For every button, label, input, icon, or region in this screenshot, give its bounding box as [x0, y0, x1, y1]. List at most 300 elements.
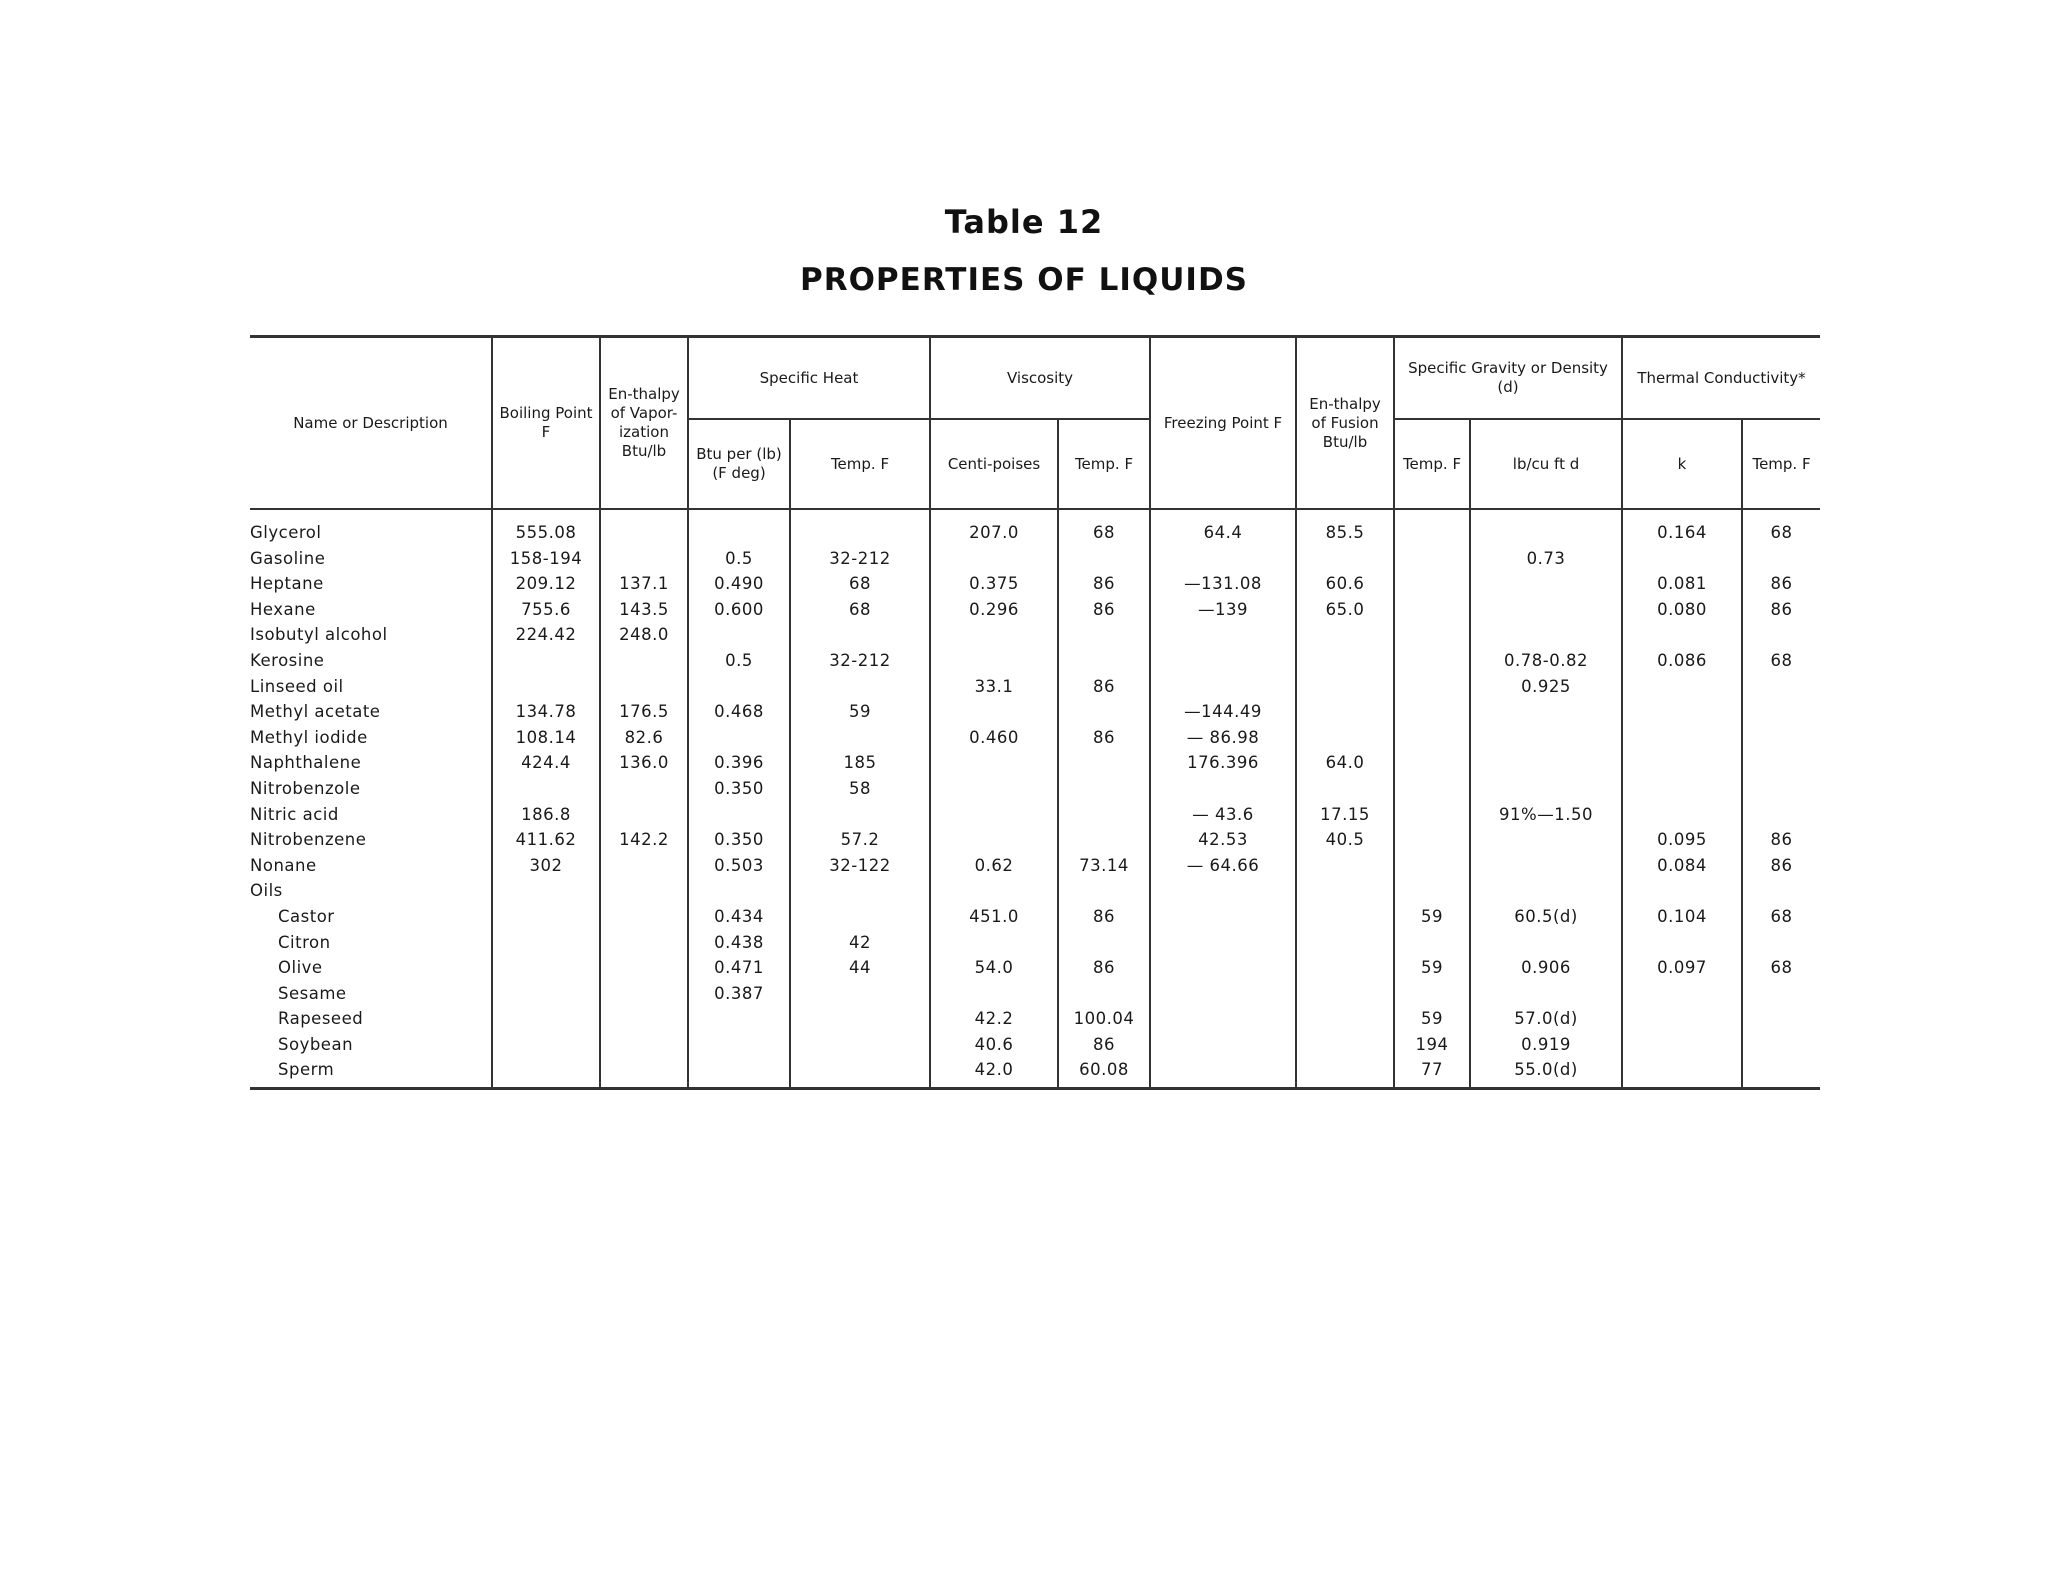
- cell-sg-temp: 59: [1394, 955, 1470, 981]
- cell-sh-temp: [790, 1057, 930, 1088]
- cell-enthalpy-vap: [600, 904, 688, 930]
- header-sh-temp: Temp. F: [790, 419, 930, 509]
- cell-sh-temp: [790, 981, 930, 1007]
- cell-tc-temp: [1742, 622, 1820, 648]
- cell-name: Glycerol: [250, 520, 492, 546]
- cell-visc-temp: [1058, 776, 1150, 802]
- cell-thermal-k: [1622, 878, 1742, 904]
- cell-thermal-k: [1622, 699, 1742, 725]
- cell-sg-temp: [1394, 520, 1470, 546]
- cell-boiling-point: [492, 878, 600, 904]
- cell-enthalpy-fusion: [1296, 622, 1394, 648]
- cell-viscosity: 0.375: [930, 571, 1058, 597]
- header-enthalpy-vaporization: En-thalpy of Vapor-ization Btu/lb: [600, 337, 688, 510]
- cell-specific-gravity: 0.925: [1470, 674, 1622, 700]
- cell-sh-temp: [790, 1032, 930, 1058]
- table-title: PROPERTIES OF LIQUIDS: [799, 262, 1249, 298]
- cell-freezing-point: — 43.6: [1150, 802, 1296, 828]
- cell-freezing-point: [1150, 981, 1296, 1007]
- cell-visc-temp: [1058, 878, 1150, 904]
- cell-enthalpy-fusion: [1296, 1032, 1394, 1058]
- cell-freezing-point: [1150, 546, 1296, 572]
- cell-freezing-point: —144.49: [1150, 699, 1296, 725]
- cell-thermal-k: 0.081: [1622, 571, 1742, 597]
- cell-thermal-k: [1622, 622, 1742, 648]
- cell-boiling-point: [492, 674, 600, 700]
- cell-sg-temp: [1394, 981, 1470, 1007]
- cell-thermal-k: [1622, 802, 1742, 828]
- cell-freezing-point: [1150, 878, 1296, 904]
- cell-viscosity: [930, 878, 1058, 904]
- cell-enthalpy-vap: 136.0: [600, 750, 688, 776]
- cell-boiling-point: 158-194: [492, 546, 600, 572]
- cell-name: Citron: [250, 930, 492, 956]
- cell-thermal-k: [1622, 725, 1742, 751]
- header-tc-k: k: [1622, 419, 1742, 509]
- cell-specific-gravity: 0.906: [1470, 955, 1622, 981]
- cell-tc-temp: 68: [1742, 648, 1820, 674]
- cell-enthalpy-fusion: [1296, 853, 1394, 879]
- header-viscosity: Viscosity: [930, 337, 1150, 420]
- cell-visc-temp: [1058, 648, 1150, 674]
- cell-boiling-point: 134.78: [492, 699, 600, 725]
- cell-visc-temp: 86: [1058, 904, 1150, 930]
- cell-specific-gravity: [1470, 981, 1622, 1007]
- cell-boiling-point: [492, 904, 600, 930]
- cell-tc-temp: [1742, 802, 1820, 828]
- cell-enthalpy-vap: [600, 981, 688, 1007]
- cell-specific-gravity: 91%—1.50: [1470, 802, 1622, 828]
- cell-freezing-point: 176.396: [1150, 750, 1296, 776]
- cell-enthalpy-fusion: [1296, 776, 1394, 802]
- cell-name: Sperm: [250, 1057, 492, 1088]
- cell-specific-heat: 0.503: [688, 853, 790, 879]
- cell-enthalpy-vap: [600, 546, 688, 572]
- cell-enthalpy-fusion: [1296, 648, 1394, 674]
- cell-enthalpy-fusion: [1296, 878, 1394, 904]
- cell-specific-heat: 0.5: [688, 546, 790, 572]
- cell-name: Isobutyl alcohol: [250, 622, 492, 648]
- cell-specific-heat: 0.490: [688, 571, 790, 597]
- cell-thermal-k: [1622, 981, 1742, 1007]
- cell-viscosity: 42.0: [930, 1057, 1058, 1088]
- cell-enthalpy-fusion: [1296, 955, 1394, 981]
- cell-specific-heat: [688, 1006, 790, 1032]
- cell-freezing-point: [1150, 904, 1296, 930]
- cell-freezing-point: — 64.66: [1150, 853, 1296, 879]
- cell-tc-temp: [1742, 674, 1820, 700]
- cell-viscosity: [930, 546, 1058, 572]
- cell-sh-temp: [790, 674, 930, 700]
- cell-enthalpy-vap: [600, 1032, 688, 1058]
- cell-name: Castor: [250, 904, 492, 930]
- table-row: [250, 853, 1820, 879]
- cell-viscosity: [930, 622, 1058, 648]
- cell-sg-temp: 194: [1394, 1032, 1470, 1058]
- cell-tc-temp: [1742, 930, 1820, 956]
- cell-boiling-point: [492, 981, 600, 1007]
- cell-specific-gravity: [1470, 725, 1622, 751]
- cell-specific-heat: [688, 674, 790, 700]
- cell-specific-gravity: 57.0(d): [1470, 1006, 1622, 1032]
- cell-sh-temp: 42: [790, 930, 930, 956]
- cell-tc-temp: 68: [1742, 904, 1820, 930]
- cell-tc-temp: [1742, 981, 1820, 1007]
- cell-specific-gravity: 0.73: [1470, 546, 1622, 572]
- cell-tc-temp: [1742, 776, 1820, 802]
- cell-enthalpy-fusion: 17.15: [1296, 802, 1394, 828]
- cell-name: Olive: [250, 955, 492, 981]
- cell-enthalpy-vap: 176.5: [600, 699, 688, 725]
- cell-thermal-k: [1622, 546, 1742, 572]
- table-row: [250, 1057, 1820, 1088]
- cell-sg-temp: [1394, 878, 1470, 904]
- cell-specific-gravity: 55.0(d): [1470, 1057, 1622, 1088]
- table-row: [250, 699, 1820, 725]
- cell-sg-temp: [1394, 725, 1470, 751]
- cell-tc-temp: [1742, 699, 1820, 725]
- cell-name: Methyl iodide: [250, 725, 492, 751]
- cell-thermal-k: 0.080: [1622, 597, 1742, 623]
- cell-enthalpy-fusion: [1296, 546, 1394, 572]
- cell-specific-heat: [688, 1057, 790, 1088]
- cell-enthalpy-vap: [600, 1006, 688, 1032]
- header-thermal-conductivity: Thermal Conductivity*: [1622, 337, 1820, 420]
- cell-viscosity: [930, 930, 1058, 956]
- cell-sh-temp: 32-212: [790, 546, 930, 572]
- cell-viscosity: [930, 827, 1058, 853]
- cell-viscosity: 40.6: [930, 1032, 1058, 1058]
- cell-tc-temp: [1742, 1057, 1820, 1088]
- cell-sh-temp: [790, 1006, 930, 1032]
- cell-visc-temp: [1058, 622, 1150, 648]
- table-row: [250, 750, 1820, 776]
- cell-thermal-k: [1622, 1057, 1742, 1088]
- cell-specific-gravity: [1470, 750, 1622, 776]
- cell-enthalpy-fusion: 65.0: [1296, 597, 1394, 623]
- cell-thermal-k: [1622, 1006, 1742, 1032]
- cell-tc-temp: [1742, 546, 1820, 572]
- cell-viscosity: [930, 981, 1058, 1007]
- header-name: Name or Description: [250, 337, 492, 510]
- cell-freezing-point: [1150, 622, 1296, 648]
- cell-boiling-point: 755.6: [492, 597, 600, 623]
- cell-enthalpy-vap: [600, 674, 688, 700]
- cell-name: Sesame: [250, 981, 492, 1007]
- table-body: [250, 509, 1820, 1089]
- cell-sh-temp: [790, 622, 930, 648]
- cell-enthalpy-fusion: 60.6: [1296, 571, 1394, 597]
- cell-specific-heat: 0.387: [688, 981, 790, 1007]
- cell-enthalpy-fusion: [1296, 699, 1394, 725]
- cell-thermal-k: 0.164: [1622, 520, 1742, 546]
- header-specific-gravity: Specific Gravity or Density (d): [1394, 337, 1622, 420]
- cell-freezing-point: 64.4: [1150, 520, 1296, 546]
- cell-specific-gravity: [1470, 520, 1622, 546]
- cell-sg-temp: [1394, 648, 1470, 674]
- cell-tc-temp: [1742, 750, 1820, 776]
- cell-enthalpy-fusion: [1296, 981, 1394, 1007]
- cell-name: Methyl acetate: [250, 699, 492, 725]
- cell-visc-temp: [1058, 802, 1150, 828]
- cell-sg-temp: [1394, 699, 1470, 725]
- cell-thermal-k: 0.095: [1622, 827, 1742, 853]
- cell-specific-gravity: 0.78-0.82: [1470, 648, 1622, 674]
- table-row: [250, 546, 1820, 572]
- cell-enthalpy-fusion: 85.5: [1296, 520, 1394, 546]
- cell-sg-temp: 77: [1394, 1057, 1470, 1088]
- table-number: Table 12: [944, 203, 1104, 241]
- cell-specific-gravity: [1470, 776, 1622, 802]
- cell-tc-temp: 86: [1742, 571, 1820, 597]
- cell-specific-gravity: [1470, 571, 1622, 597]
- cell-sh-temp: 68: [790, 597, 930, 623]
- cell-specific-gravity: [1470, 878, 1622, 904]
- cell-tc-temp: [1742, 1006, 1820, 1032]
- cell-name: Oils: [250, 878, 492, 904]
- cell-viscosity: [930, 648, 1058, 674]
- table-row: [250, 827, 1820, 853]
- cell-freezing-point: [1150, 930, 1296, 956]
- cell-specific-gravity: [1470, 622, 1622, 648]
- cell-name: Gasoline: [250, 546, 492, 572]
- cell-sh-temp: 57.2: [790, 827, 930, 853]
- cell-sg-temp: [1394, 853, 1470, 879]
- table-row: [250, 955, 1820, 981]
- cell-thermal-k: 0.084: [1622, 853, 1742, 879]
- cell-freezing-point: —131.08: [1150, 571, 1296, 597]
- cell-sg-temp: [1394, 597, 1470, 623]
- header-sg-lb-cu-ft: lb/cu ft d: [1470, 419, 1622, 509]
- cell-thermal-k: 0.104: [1622, 904, 1742, 930]
- cell-visc-temp: 73.14: [1058, 853, 1150, 879]
- cell-freezing-point: [1150, 674, 1296, 700]
- cell-viscosity: 451.0: [930, 904, 1058, 930]
- table-row: [250, 1006, 1820, 1032]
- cell-specific-gravity: [1470, 827, 1622, 853]
- cell-specific-gravity: [1470, 853, 1622, 879]
- table-row: [250, 520, 1820, 546]
- cell-specific-heat: 0.471: [688, 955, 790, 981]
- cell-tc-temp: [1742, 878, 1820, 904]
- cell-viscosity: 42.2: [930, 1006, 1058, 1032]
- cell-specific-heat: 0.468: [688, 699, 790, 725]
- cell-visc-temp: [1058, 699, 1150, 725]
- cell-sh-temp: 44: [790, 955, 930, 981]
- header-enthalpy-fusion: En-thalpy of Fusion Btu/lb: [1296, 337, 1394, 510]
- cell-boiling-point: [492, 930, 600, 956]
- cell-enthalpy-vap: 137.1: [600, 571, 688, 597]
- cell-tc-temp: 86: [1742, 827, 1820, 853]
- table-row: [250, 904, 1820, 930]
- table-row: [250, 930, 1820, 956]
- cell-visc-temp: 86: [1058, 597, 1150, 623]
- cell-sh-temp: 32-122: [790, 853, 930, 879]
- cell-visc-temp: [1058, 827, 1150, 853]
- cell-viscosity: 0.460: [930, 725, 1058, 751]
- cell-specific-heat: [688, 520, 790, 546]
- table-row: [250, 981, 1820, 1007]
- cell-specific-gravity: [1470, 597, 1622, 623]
- cell-enthalpy-vap: [600, 853, 688, 879]
- cell-boiling-point: 555.08: [492, 520, 600, 546]
- body-spacer-row: [250, 509, 1820, 520]
- cell-specific-heat: 0.350: [688, 827, 790, 853]
- cell-enthalpy-fusion: [1296, 904, 1394, 930]
- cell-specific-heat: [688, 622, 790, 648]
- cell-sg-temp: [1394, 827, 1470, 853]
- cell-sh-temp: 185: [790, 750, 930, 776]
- cell-sh-temp: [790, 878, 930, 904]
- cell-tc-temp: [1742, 1032, 1820, 1058]
- cell-enthalpy-vap: 82.6: [600, 725, 688, 751]
- cell-sg-temp: [1394, 622, 1470, 648]
- cell-boiling-point: 108.14: [492, 725, 600, 751]
- cell-freezing-point: —139: [1150, 597, 1296, 623]
- cell-visc-temp: [1058, 930, 1150, 956]
- cell-name: Soybean: [250, 1032, 492, 1058]
- cell-enthalpy-fusion: [1296, 930, 1394, 956]
- cell-visc-temp: 60.08: [1058, 1057, 1150, 1088]
- cell-viscosity: 207.0: [930, 520, 1058, 546]
- cell-specific-heat: [688, 725, 790, 751]
- cell-boiling-point: 209.12: [492, 571, 600, 597]
- cell-freezing-point: [1150, 648, 1296, 674]
- cell-thermal-k: [1622, 1032, 1742, 1058]
- cell-enthalpy-vap: 248.0: [600, 622, 688, 648]
- cell-enthalpy-vap: [600, 955, 688, 981]
- cell-name: Naphthalene: [250, 750, 492, 776]
- cell-visc-temp: 86: [1058, 1032, 1150, 1058]
- cell-tc-temp: 86: [1742, 853, 1820, 879]
- header-visc-centipoises: Centi-poises: [930, 419, 1058, 509]
- cell-viscosity: 33.1: [930, 674, 1058, 700]
- cell-thermal-k: 0.097: [1622, 955, 1742, 981]
- cell-sg-temp: 59: [1394, 904, 1470, 930]
- cell-visc-temp: 86: [1058, 571, 1150, 597]
- table-row: [250, 571, 1820, 597]
- cell-enthalpy-vap: [600, 648, 688, 674]
- cell-freezing-point: [1150, 955, 1296, 981]
- cell-enthalpy-fusion: [1296, 674, 1394, 700]
- cell-specific-heat: 0.396: [688, 750, 790, 776]
- table-row: [250, 648, 1820, 674]
- cell-enthalpy-vap: [600, 930, 688, 956]
- cell-visc-temp: 100.04: [1058, 1006, 1150, 1032]
- cell-sh-temp: [790, 520, 930, 546]
- cell-tc-temp: 68: [1742, 955, 1820, 981]
- cell-enthalpy-fusion: 40.5: [1296, 827, 1394, 853]
- cell-visc-temp: [1058, 981, 1150, 1007]
- cell-thermal-k: [1622, 750, 1742, 776]
- cell-viscosity: 0.62: [930, 853, 1058, 879]
- cell-sh-temp: [790, 725, 930, 751]
- cell-boiling-point: [492, 1057, 600, 1088]
- cell-specific-heat: 0.434: [688, 904, 790, 930]
- cell-specific-heat: [688, 878, 790, 904]
- cell-name: Linseed oil: [250, 674, 492, 700]
- cell-enthalpy-fusion: [1296, 725, 1394, 751]
- cell-specific-heat: 0.438: [688, 930, 790, 956]
- cell-specific-gravity: [1470, 699, 1622, 725]
- cell-boiling-point: [492, 1032, 600, 1058]
- cell-sh-temp: 68: [790, 571, 930, 597]
- cell-boiling-point: [492, 776, 600, 802]
- cell-visc-temp: 68: [1058, 520, 1150, 546]
- cell-freezing-point: [1150, 776, 1296, 802]
- cell-boiling-point: 424.4: [492, 750, 600, 776]
- cell-visc-temp: [1058, 750, 1150, 776]
- cell-enthalpy-vap: [600, 1057, 688, 1088]
- cell-freezing-point: [1150, 1006, 1296, 1032]
- cell-viscosity: 0.296: [930, 597, 1058, 623]
- cell-viscosity: 54.0: [930, 955, 1058, 981]
- cell-name: Rapeseed: [250, 1006, 492, 1032]
- header-sg-temp: Temp. F: [1394, 419, 1470, 509]
- cell-boiling-point: 302: [492, 853, 600, 879]
- cell-freezing-point: 42.53: [1150, 827, 1296, 853]
- cell-sh-temp: [790, 802, 930, 828]
- table-row: [250, 878, 1820, 904]
- cell-sh-temp: [790, 904, 930, 930]
- cell-visc-temp: [1058, 546, 1150, 572]
- cell-thermal-k: [1622, 674, 1742, 700]
- cell-tc-temp: 68: [1742, 520, 1820, 546]
- header-tc-temp: Temp. F: [1742, 419, 1820, 509]
- cell-name: Hexane: [250, 597, 492, 623]
- table-row: [250, 802, 1820, 828]
- cell-thermal-k: 0.086: [1622, 648, 1742, 674]
- cell-visc-temp: 86: [1058, 955, 1150, 981]
- cell-specific-heat: [688, 802, 790, 828]
- cell-sh-temp: 59: [790, 699, 930, 725]
- table-row: [250, 776, 1820, 802]
- cell-freezing-point: [1150, 1032, 1296, 1058]
- cell-enthalpy-fusion: 64.0: [1296, 750, 1394, 776]
- cell-specific-gravity: 0.919: [1470, 1032, 1622, 1058]
- cell-sh-temp: 32-212: [790, 648, 930, 674]
- cell-sg-temp: [1394, 674, 1470, 700]
- table-row: [250, 674, 1820, 700]
- cell-sg-temp: [1394, 546, 1470, 572]
- cell-name: Nitric acid: [250, 802, 492, 828]
- cell-freezing-point: — 86.98: [1150, 725, 1296, 751]
- cell-specific-heat: 0.5: [688, 648, 790, 674]
- cell-enthalpy-vap: [600, 878, 688, 904]
- cell-viscosity: [930, 750, 1058, 776]
- cell-sg-temp: 59: [1394, 1006, 1470, 1032]
- header-specific-heat: Specific Heat: [688, 337, 930, 420]
- cell-freezing-point: [1150, 1057, 1296, 1088]
- cell-specific-gravity: [1470, 930, 1622, 956]
- cell-viscosity: [930, 776, 1058, 802]
- cell-sh-temp: 58: [790, 776, 930, 802]
- cell-name: Nitrobenzole: [250, 776, 492, 802]
- properties-table: [250, 335, 1820, 1090]
- cell-specific-heat: 0.600: [688, 597, 790, 623]
- cell-specific-heat: 0.350: [688, 776, 790, 802]
- cell-enthalpy-fusion: [1296, 1006, 1394, 1032]
- cell-sg-temp: [1394, 571, 1470, 597]
- cell-boiling-point: 224.42: [492, 622, 600, 648]
- cell-sg-temp: [1394, 930, 1470, 956]
- table-row: [250, 622, 1820, 648]
- cell-visc-temp: 86: [1058, 674, 1150, 700]
- cell-visc-temp: 86: [1058, 725, 1150, 751]
- header-freezing-point: Freezing Point F: [1150, 337, 1296, 510]
- cell-boiling-point: [492, 1006, 600, 1032]
- cell-tc-temp: 86: [1742, 597, 1820, 623]
